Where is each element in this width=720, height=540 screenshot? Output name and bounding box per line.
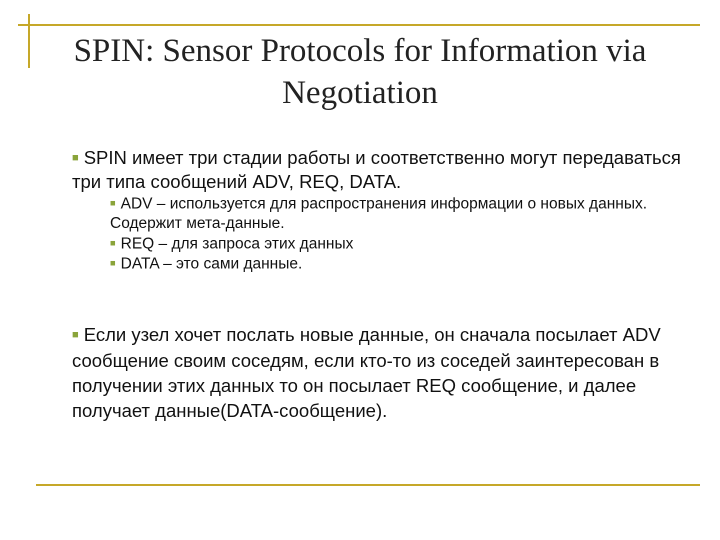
square-bullet-icon: ■ [110, 237, 116, 248]
square-bullet-icon: ■ [110, 257, 116, 268]
title-underline-rule [18, 24, 700, 26]
sub-bullet-adv [110, 194, 690, 234]
square-bullet-icon: ■ [72, 152, 79, 164]
square-bullet-icon: ■ [72, 328, 79, 341]
sub-bullet-req [110, 234, 690, 254]
bullet-item-exchange [72, 322, 682, 423]
footer-rule [36, 484, 700, 486]
bullet-text: Если узел хочет послать новые данные, он сначала посылает ADV сообщение своим соседям, если кто-то из соседей заинтересован в получении этих данных то он посылает REQ сообщение, и далее получает данные(DATA-сообщение). [72, 324, 661, 421]
slide-title: SPIN: Sensor Protocols for Information via Negotiation [73, 33, 647, 111]
bullet-text: SPIN имеет три стадии работы и соответственно могут передаваться три типа сообщений ADV, REQ, DATA. [72, 147, 681, 193]
sub-bullet-list [110, 194, 690, 274]
sub-bullet-data [110, 254, 690, 274]
sub-bullet-text: ADV – используется для распространения информации о новых данных. Содержит мета-данные. [110, 195, 648, 233]
sub-bullet-text: DATA – это сами данные. [120, 255, 303, 273]
sub-bullet-text: REQ – для запроса этих данных [120, 235, 354, 253]
square-bullet-icon: ■ [110, 198, 116, 208]
bullet-item-stages [72, 146, 682, 194]
